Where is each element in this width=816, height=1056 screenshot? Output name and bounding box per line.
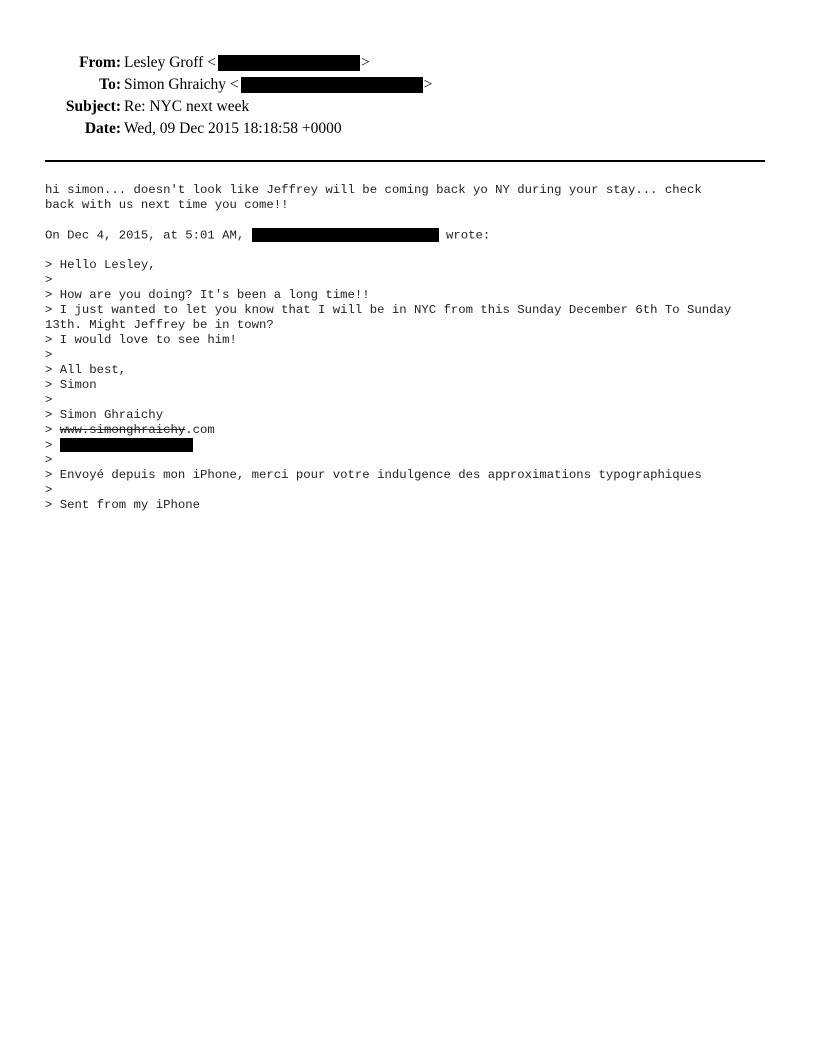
email-body bbox=[45, 183, 785, 513]
quoted-line: > Hello Lesley, bbox=[45, 258, 156, 272]
to-close-bracket: > bbox=[423, 76, 433, 93]
to-row bbox=[0, 74, 816, 96]
quoted-line: > I would love to see him! bbox=[45, 333, 237, 347]
quoted-line: > All best, bbox=[45, 363, 127, 377]
website-struck: www.simonghraichy bbox=[59, 423, 186, 437]
quoted-line: > How are you doing? It's been a long time!! bbox=[45, 288, 370, 302]
subject-value: Re: NYC next week bbox=[124, 98, 250, 115]
redaction-bar bbox=[218, 55, 360, 71]
blank-line bbox=[45, 243, 785, 258]
from-row bbox=[0, 52, 816, 74]
subject-label: Subject: bbox=[65, 98, 121, 115]
subject-row bbox=[0, 96, 816, 118]
to-name: Simon Ghraichy < bbox=[124, 76, 239, 93]
quoted-redacted-line bbox=[45, 438, 785, 453]
from-value bbox=[124, 52, 370, 74]
email-header bbox=[0, 52, 816, 140]
quoted-line: 13th. Might Jeffrey be in town? bbox=[45, 318, 274, 332]
header-divider bbox=[45, 160, 765, 162]
date-row bbox=[0, 118, 816, 140]
quoted-line: > Envoyé depuis mon iPhone, merci pour votre indulgence des approximations typographiques bbox=[45, 468, 702, 482]
attribution-suffix: wrote: bbox=[438, 228, 491, 243]
to-label: To: bbox=[99, 76, 121, 93]
date-value: Wed, 09 Dec 2015 18:18:58 +0000 bbox=[124, 120, 342, 137]
quoted-line: > bbox=[45, 348, 53, 362]
reply-line: hi simon... doesn't look like Jeffrey will be coming back yo NY during your stay... check bbox=[45, 183, 702, 197]
from-close-bracket: > bbox=[360, 54, 370, 71]
quote-marker: > bbox=[45, 423, 60, 437]
attribution-prefix: On Dec 4, 2015, at 5:01 AM, bbox=[45, 228, 252, 243]
redaction-bar bbox=[60, 438, 193, 452]
to-value bbox=[124, 74, 432, 96]
blank-line bbox=[45, 213, 785, 228]
quoted-line: > Sent from my iPhone bbox=[45, 498, 200, 512]
quoted-line: > bbox=[45, 273, 53, 287]
redaction-bar bbox=[241, 77, 423, 93]
attribution-line bbox=[45, 228, 785, 243]
date-label: Date: bbox=[84, 120, 121, 137]
quoted-website-line bbox=[45, 423, 785, 438]
quoted-line: > I just wanted to let you know that I will be in NYC from this Sunday December 6th To Sunday bbox=[45, 303, 732, 317]
website-suffix: .com bbox=[185, 423, 215, 437]
quoted-line: > bbox=[45, 393, 53, 407]
quoted-line: > Simon Ghraichy bbox=[45, 408, 164, 422]
quoted-line: > bbox=[45, 453, 53, 467]
quote-marker: > bbox=[45, 438, 60, 453]
from-name: Lesley Groff < bbox=[124, 54, 216, 71]
quoted-line: > bbox=[45, 483, 53, 497]
quoted-line: > Simon bbox=[45, 378, 97, 392]
redaction-bar bbox=[252, 228, 439, 242]
from-label: From: bbox=[79, 54, 121, 71]
reply-line: back with us next time you come!! bbox=[45, 198, 289, 212]
